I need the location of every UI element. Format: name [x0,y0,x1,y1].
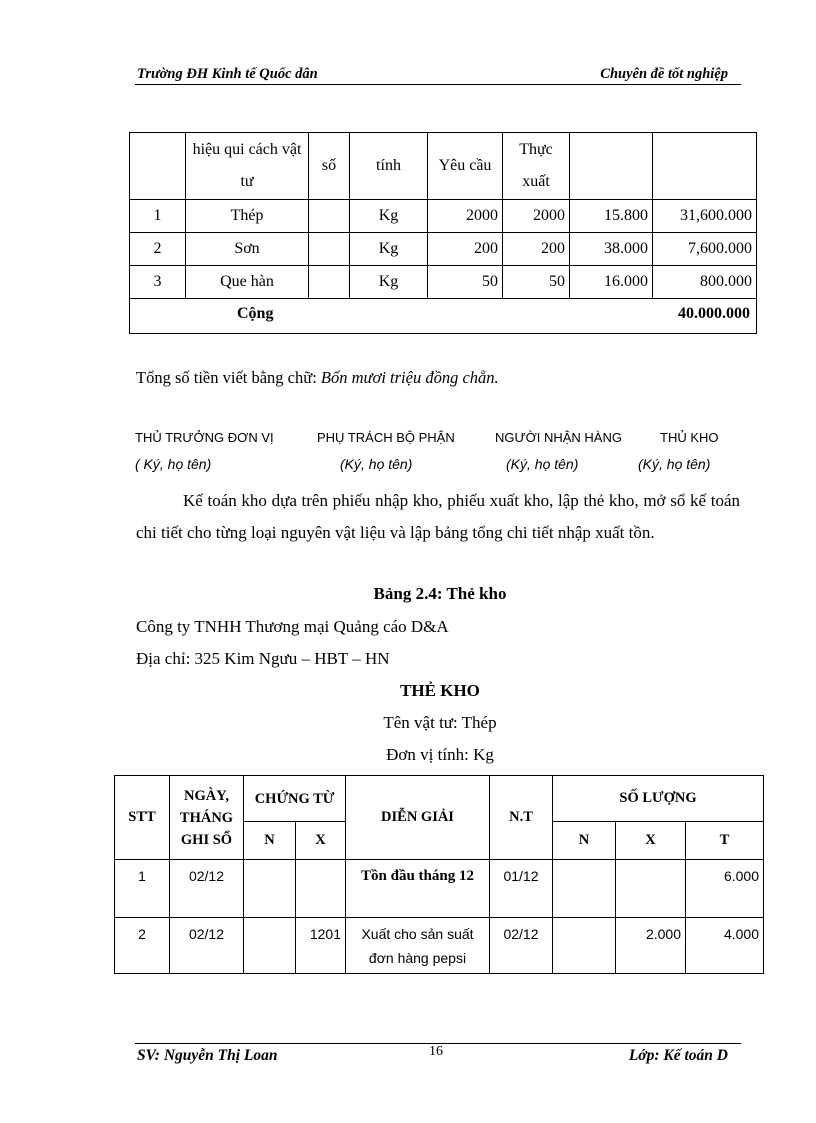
signature-title: THỦ KHO [660,430,719,445]
header-cell: Thực xuất [503,133,570,200]
header-school: Trường ĐH Kinh tế Quốc dân [137,66,318,82]
body-paragraph: Kế toán kho dựa trên phiếu nhập kho, phiếu xuất kho, lập thẻ kho, mở sổ kế toán chi tiết cho từng loại nguyên vật liệu và lập bảng tổng chi tiết nhập xuất tồn. [136,491,740,542]
company-name: Công ty TNHH Thương mại Quảng cáo D&A [136,617,449,636]
cell: 2000 [503,200,570,233]
signature-note: (Ký, họ tên) [506,456,579,472]
cell [309,266,350,299]
header-qty: SỐ LƯỢNG [553,776,764,822]
cell-ct-x [296,860,346,918]
header-cell [130,133,186,200]
amount-words-label: Tổng số tiền viết bằng chữ: [136,368,317,387]
cell-x: 2.000 [616,918,686,974]
company-address: Địa chỉ: 325 Kim Ngưu – HBT – HN [136,649,390,668]
cell-stt: 1 [115,860,170,918]
cell-desc: Xuất cho sản suất đơn hàng pepsi [346,918,490,974]
card-header-row [115,776,764,822]
issue-table-header [130,133,757,200]
cell-ct-n [244,860,296,918]
cell: Sơn [186,233,309,266]
cell: 2000 [428,200,503,233]
table-caption: Bảng 2.4: Thẻ kho [373,584,507,603]
amount-words-value: Bốn mươi triệu đồng chẵn. [320,368,499,387]
cell-x [616,860,686,918]
cell-n [553,918,616,974]
signature-title: NGƯỜI NHẬN HÀNG [495,430,622,445]
cell: Kg [350,266,428,299]
cell: 50 [428,266,503,299]
header-cell: Yêu cầu [428,133,503,200]
cell-desc: Tồn đầu tháng 12 [346,860,490,918]
header-cell: hiệu qui cách vật tư [186,133,309,200]
table-row [115,860,764,918]
signature-note: (Ký, họ tên) [340,456,413,472]
stock-card-table [114,775,764,974]
issue-table [129,132,757,334]
header-voucher: CHỨNG TỪ [244,776,346,822]
cell-date: 02/12 [170,918,244,974]
header-qty-x: X [616,822,686,860]
cell: Que hàn [186,266,309,299]
cell-n [553,860,616,918]
header-divider [135,84,741,85]
cell-ct-n [244,918,296,974]
cell: Kg [350,200,428,233]
header-voucher-n: N [244,822,296,860]
header-desc: DIỄN GIẢI [346,776,490,860]
header-date: NGÀY, THÁNG GHI SỔ [170,776,244,860]
table-row [130,200,757,233]
cell-t: 6.000 [686,860,764,918]
signature-title: THỦ TRƯỞNG ĐƠN VỊ [135,430,274,445]
cell: Thép [186,200,309,233]
cell-nt: 01/12 [490,860,553,918]
cell: 16.000 [570,266,653,299]
amount-in-words [136,368,499,388]
cell: 38.000 [570,233,653,266]
total-label: Cộng [237,305,274,322]
header-cell: tính [350,133,428,200]
cell [309,200,350,233]
cell: 3 [130,266,186,299]
cell-date: 02/12 [170,860,244,918]
header-voucher-x: X [296,822,346,860]
signature-note: ( Ký, họ tên) [135,456,212,472]
header-qty-t: T [686,822,764,860]
header-title: Chuyên đề tốt nghiệp [600,66,728,82]
footer-student: SV: Nguyễn Thị Loan [137,1047,278,1064]
cell: 200 [503,233,570,266]
header-cell [653,133,757,200]
card-unit: Đơn vị tính: Kg [386,745,494,764]
header-cell: số [309,133,350,200]
header-cell [570,133,653,200]
cell: 50 [503,266,570,299]
header-qty-n: N [553,822,616,860]
cell: 15.800 [570,200,653,233]
cell-ct-x: 1201 [296,918,346,974]
cell: 800.000 [653,266,757,299]
cell-stt: 2 [115,918,170,974]
table-row [130,266,757,299]
cell: 2 [130,233,186,266]
cell: Kg [350,233,428,266]
signature-title: PHỤ TRÁCH BỘ PHẬN [317,430,455,445]
total-row [130,299,757,334]
cell: 31,600.000 [653,200,757,233]
header-nt: N.T [490,776,553,860]
total-cell [130,299,757,334]
cell-nt: 02/12 [490,918,553,974]
table-row [115,918,764,974]
total-value: 40.000.000 [678,305,750,322]
signature-note: (Ký, họ tên) [638,456,711,472]
cell-t: 4.000 [686,918,764,974]
cell [309,233,350,266]
header-stt: STT [115,776,170,860]
card-title: THẺ KHO [400,681,480,700]
cell: 7,600.000 [653,233,757,266]
table-row [130,233,757,266]
card-material: Tên vật tư: Thép [383,713,497,732]
page-number: 16 [429,1044,443,1059]
cell: 200 [428,233,503,266]
footer-class: Lớp: Kế toán D [628,1047,728,1064]
cell: 1 [130,200,186,233]
